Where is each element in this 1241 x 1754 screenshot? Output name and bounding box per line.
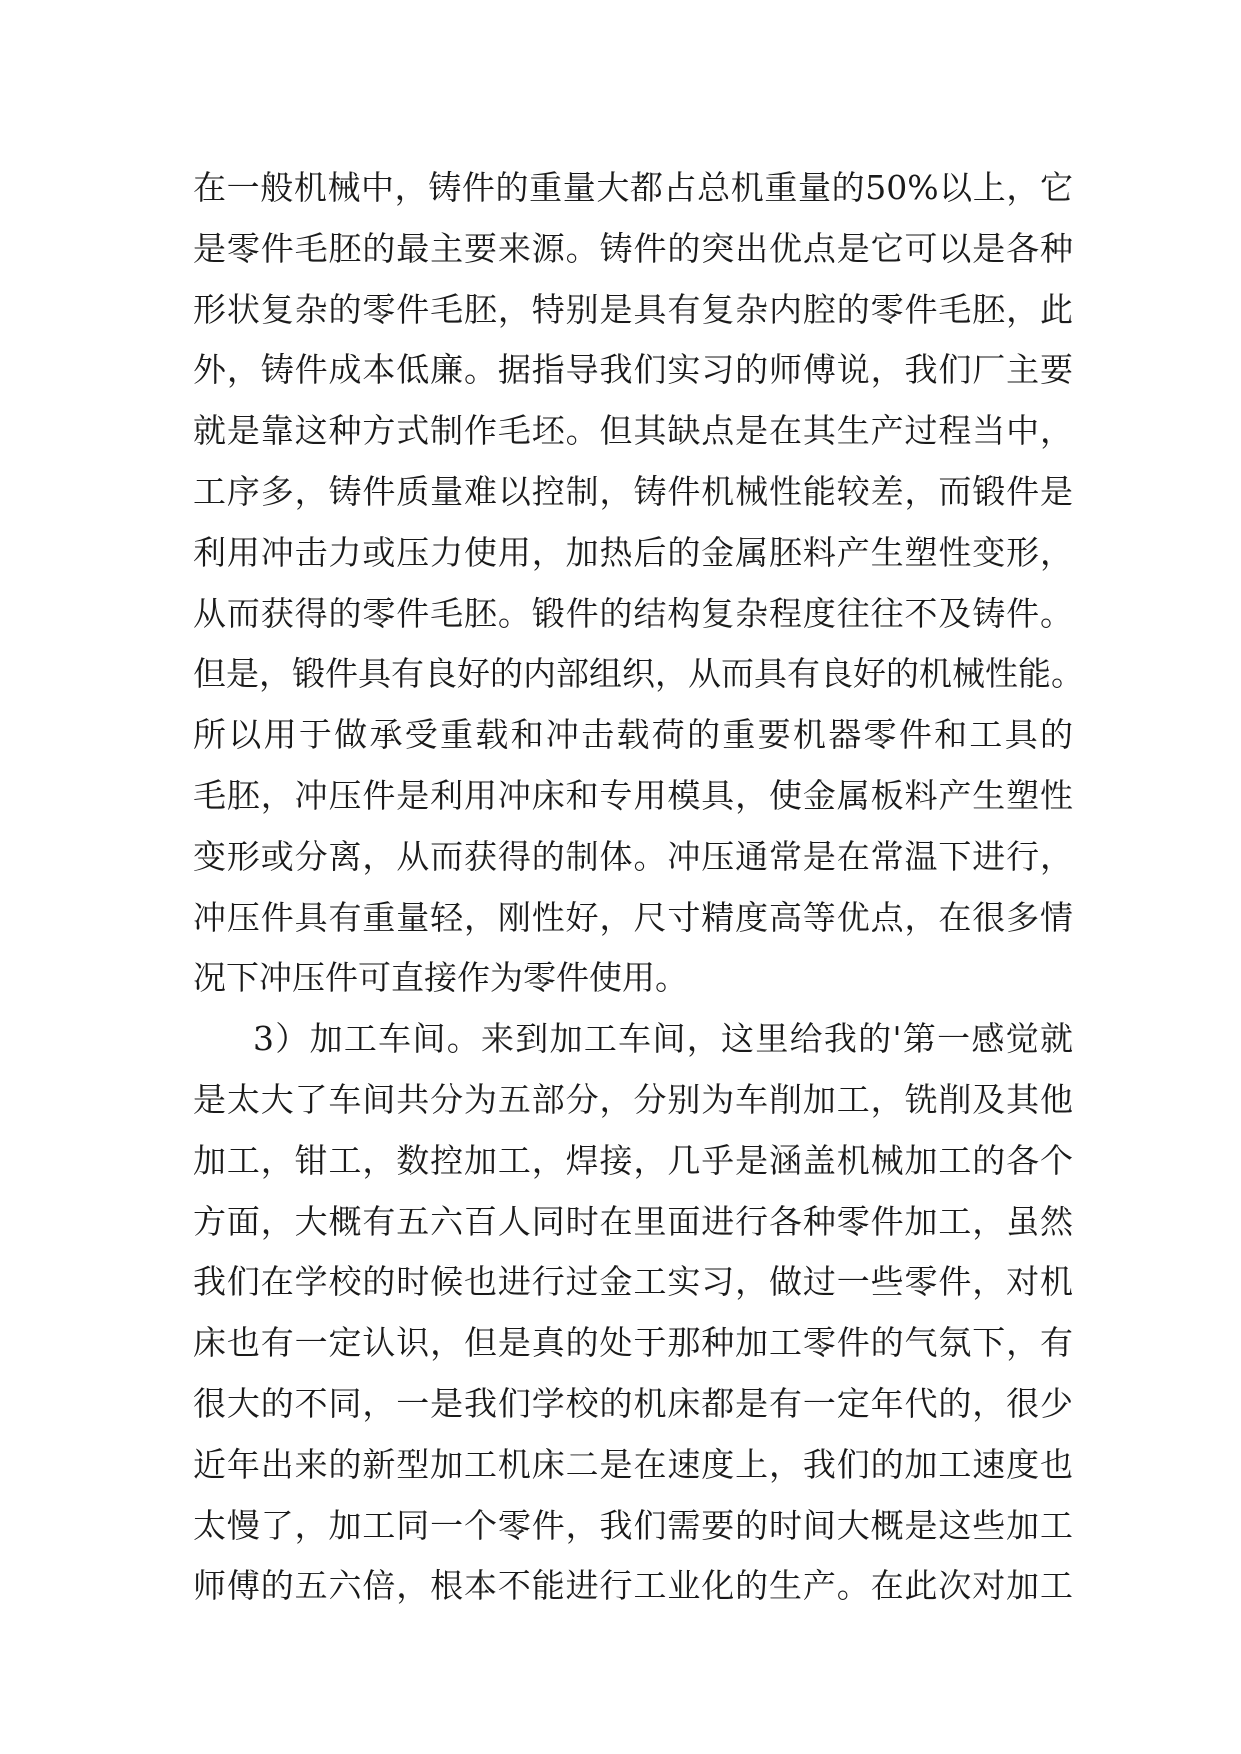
text-line: 所以用于做承受重载和冲击载荷的重要机器零件和工具的 (193, 715, 1073, 755)
text-line: 我们在学校的时候也进行过金工实习，做过一些零件，对机 (193, 1262, 1073, 1302)
text-line: 变形或分离，从而获得的制体。冲压通常是在常温下进行， (193, 836, 1073, 876)
text-line: 师傅的五六倍，根本不能进行工业化的生产。在此次对加工 (193, 1566, 1073, 1606)
text-line: 就是靠这种方式制作毛坯。但其缺点是在其生产过程当中， (193, 411, 1073, 451)
body-text (193, 158, 1084, 1617)
text-line: 冲压件具有重量轻，刚性好，尺寸精度高等优点，在很多情 (193, 897, 1073, 937)
text-line: 很大的不同，一是我们学校的机床都是有一定年代的，很少 (193, 1383, 1073, 1423)
text-line: 方面，大概有五六百人同时在里面进行各种零件加工，虽然 (193, 1201, 1073, 1241)
text-line: 是零件毛胚的最主要来源。铸件的突出优点是它可以是各种 (193, 228, 1073, 268)
text-line: 毛胚，冲压件是利用冲床和专用模具，使金属板料产生塑性 (193, 775, 1073, 815)
text-line: 床也有一定认识，但是真的处于那种加工零件的气氛下，有 (193, 1323, 1073, 1363)
text-line: 形状复杂的零件毛胚，特别是具有复杂内腔的零件毛胚，此 (193, 289, 1073, 329)
text-line: 但是，锻件具有良好的内部组织，从而具有良好的机械性能。 (193, 654, 1084, 694)
text-line: 是太大了车间共分为五部分，分别为车削加工，铣削及其他 (193, 1079, 1073, 1119)
text-line: 在一般机械中，铸件的重量大都占总机重量的50%以上，它 (193, 168, 1073, 207)
text-line: 太慢了，加工同一个零件，我们需要的时间大概是这些加工 (193, 1505, 1073, 1545)
text-line: 工序多，铸件质量难以控制，铸件机械性能较差，而锻件是 (193, 471, 1073, 511)
text-line: 从而获得的零件毛胚。锻件的结构复杂程度往往不及铸件。 (193, 593, 1073, 633)
text-line: 加工，钳工，数控加工，焊接，几乎是涵盖机械加工的各个 (193, 1140, 1073, 1180)
paragraph-first-line: 3）加工车间。来到加工车间，这里给我的'第一感觉就 (253, 1019, 1073, 1059)
text-line: 利用冲击力或压力使用，加热后的金属胚料产生塑性变形， (193, 532, 1073, 572)
paragraph-last-line: 况下冲压件可直接作为零件使用。 (193, 958, 688, 998)
text-line: 外，铸件成本低廉。据指导我们实习的师傅说，我们厂主要 (193, 350, 1073, 390)
text-line: 近年出来的新型加工机床二是在速度上，我们的加工速度也 (193, 1444, 1073, 1484)
